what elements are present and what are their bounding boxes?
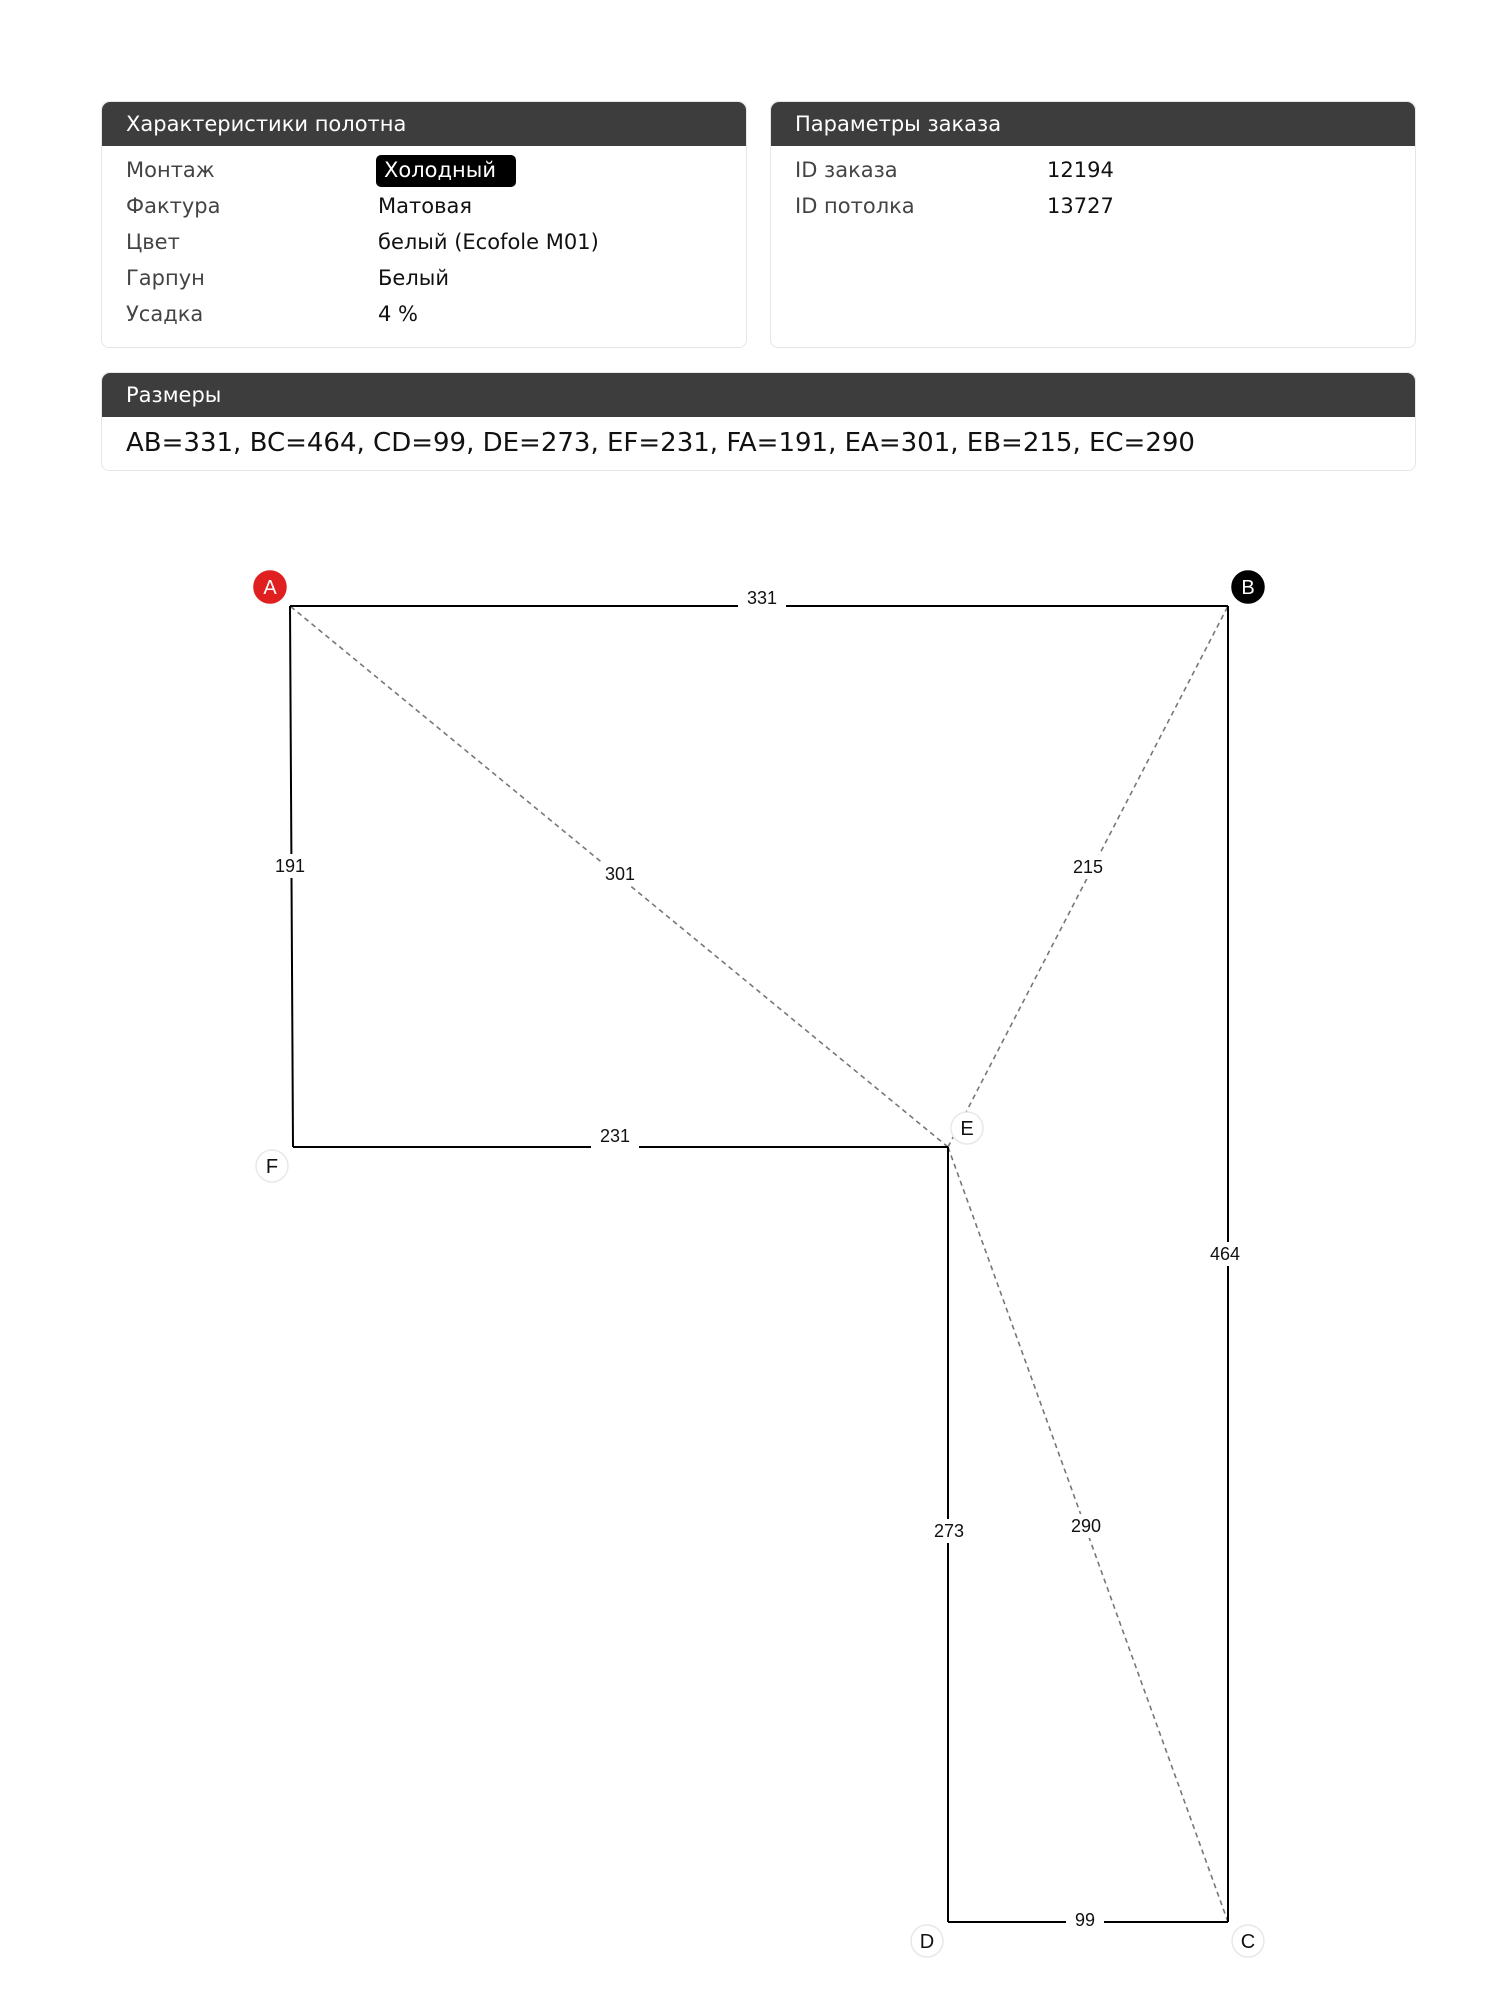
diagonal-eb-label: 215 [1072,857,1104,877]
diagonal-ea-label: 301 [604,864,636,884]
row-label: Монтаж [126,158,215,182]
diagonal-ec-label: 290 [1070,1516,1102,1536]
vertex-e [951,1112,983,1144]
dimensions-text: AB=331, BC=464, CD=99, DE=273, EF=231, FA=191, EA=301, EB=215, EC=290 [126,428,1195,458]
edge-cd-label: 99 [1074,1910,1096,1930]
vertex-label: B [1241,577,1255,599]
edge-ef-label: 231 [599,1126,631,1146]
edge-bc-label: 464 [1209,1244,1241,1264]
order-params-title: Параметры заказа [771,102,1415,146]
row-label: Гарпун [126,266,205,290]
edge-de-label: 273 [933,1521,965,1541]
vertex-label: A [263,577,277,599]
row-value: Белый [378,266,449,290]
vertex-d [911,1925,943,1957]
vertex-label: E [960,1118,974,1140]
vertex-a [254,571,286,603]
vertex-c [1232,1925,1264,1957]
edge-ab-label: 331 [746,588,778,608]
row-value: 4 % [378,302,418,326]
vertex-label: F [265,1156,279,1178]
vertex-f [256,1150,288,1182]
row-value: белый (Ecofole M01) [378,230,599,254]
vertex-label: C [1240,1931,1256,1953]
row-value: Матовая [378,194,472,218]
row-label: ID потолка [795,194,915,218]
row-label: Усадка [126,302,204,326]
order-id-value: 12194 [1047,158,1114,182]
row-label: ID заказа [795,158,898,182]
canvas-characteristics-title: Характеристики полотна [102,102,746,146]
montazh-value-badge: Холодный [376,155,516,187]
row-label: Цвет [126,230,180,254]
edge-fa-label: 191 [274,856,306,876]
row-label: Фактура [126,194,221,218]
ceiling-id-value: 13727 [1047,194,1114,218]
vertex-label: D [919,1931,935,1953]
dimensions-title: Размеры [102,373,1415,417]
vertex-b [1232,571,1264,603]
